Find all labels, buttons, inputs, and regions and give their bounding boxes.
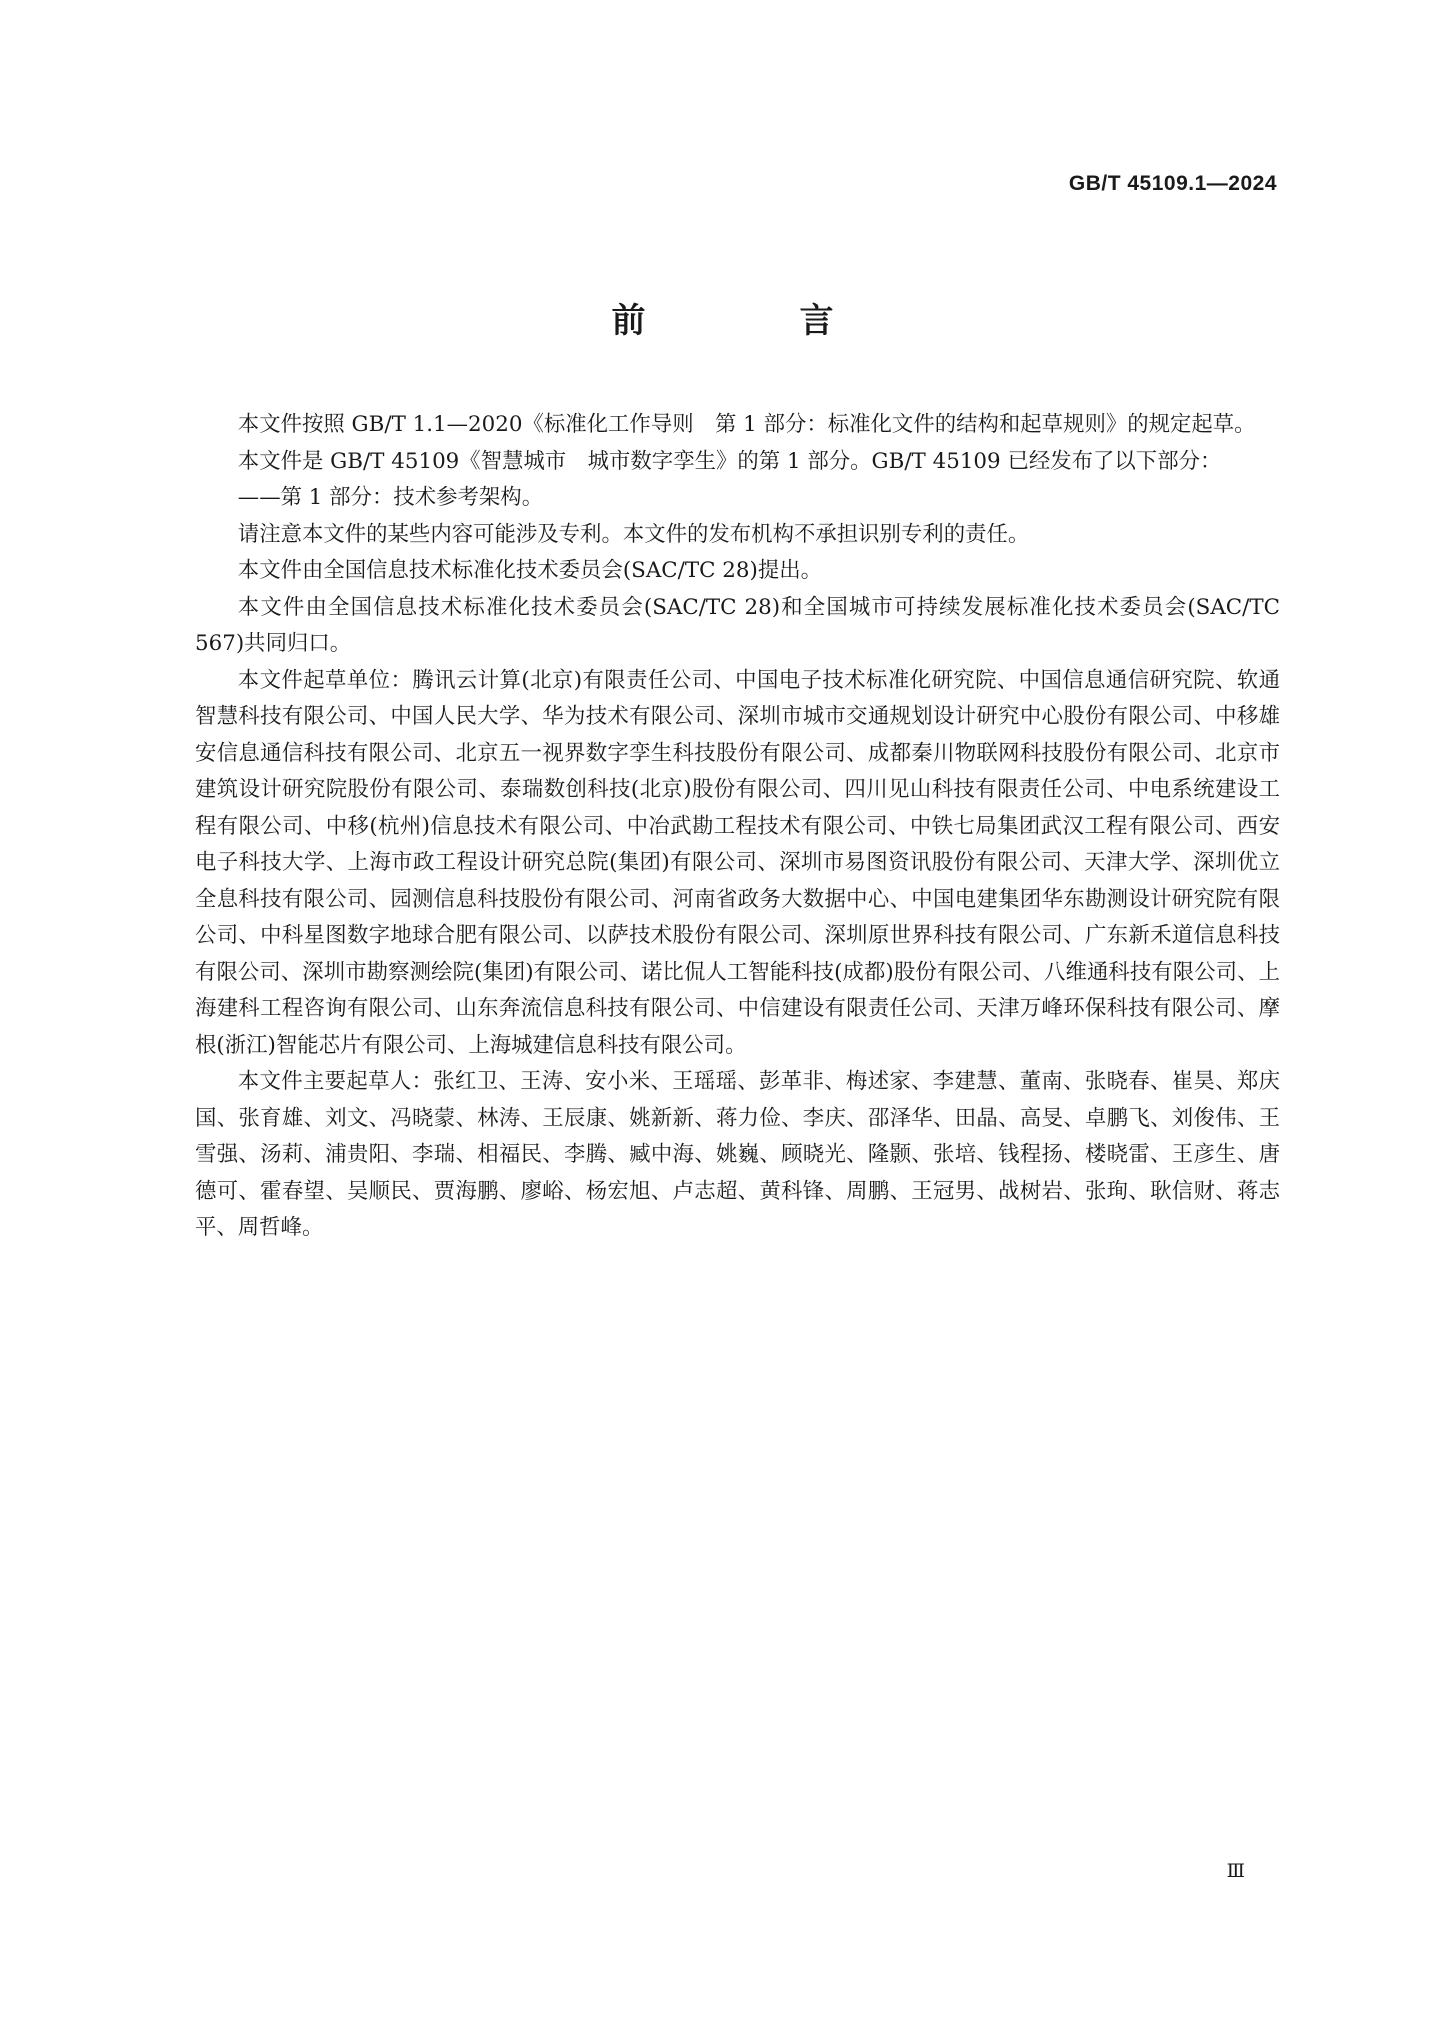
paragraph-proposed-by: 本文件由全国信息技术标准化技术委员会(SAC/TC 28)提出。: [237, 558, 823, 583]
paragraph-drafting-units: 本文件起草单位：腾讯云计算(北京)有限责任公司、中国电子技术标准化研究院、中国信息通信研究院、软通智慧科技有限公司、中国人民大学、华为技术有限公司、深圳市城市交通规划设计研究中心股份有限公司、中移雄安信息通信科技有限公司、北京五一视界数字孪生科技股份有限公司、成都秦川物联网科技股份有限公司、北京市建筑设计研究院股份有限公司、泰瑞数创科技(北京)股份有限公司、四川见山科技有限责任公司、中电系统建设工程有限公司、中移(杭州)信息技术有限公司、中冶武勘工程技术有限公司、中铁七局集团武汉工程有限公司、西安电子科技大学、上海市政工程设计研究总院(集团)有限公司、深圳市易图资讯股份有限公司、天津大学、深圳优立全息科技有限公司、园测信息科技股份有限公司、河南省政务大数据中心、中国电建集团华东勘测设计研究院有限公司、中科星图数字地球合肥有限公司、以萨技术股份有限公司、深圳原世界科技有限公司、广东新禾道信息科技有限公司、深圳市勘察测绘院(集团)有限公司、诺比侃人工智能科技(成都)股份有限公司、八维通科技有限公司、上海建科工程咨询有限公司、山东奔流信息科技有限公司、中信建设有限责任公司、天津万峰环保科技有限公司、摩根(浙江)智能芯片有限公司、上海城建信息科技有限公司。: [195, 667, 1280, 1058]
paragraph-series-part: 本文件是 GB/T 45109《智慧城市 城市数字孪生》的第 1 部分。GB/T 45109 已经发布了以下部分：: [237, 448, 1222, 474]
paragraph-centralized-by: 本文件由全国信息技术标准化技术委员会(SAC/TC 28)和全国城市可持续发展标准化技术委员会(SAC/TC 567)共同归口。: [195, 594, 1280, 656]
paragraph-drafting-rules: 本文件按照 GB/T 1.1—2020《标准化工作导则 第 1 部分：标准化文件的结构和起草规则》的规定起草。: [237, 412, 1256, 437]
paragraph-published-part: ——第 1 部分：技术参考架构。: [237, 485, 544, 510]
paragraph-patent-notice: 请注意本文件的某些内容可能涉及专利。本文件的发布机构不承担识别专利的责任。: [237, 521, 1030, 547]
standard-code: GB/T 45109.1—2024: [1068, 172, 1277, 195]
paragraph-main-drafters: 本文件主要起草人：张红卫、王涛、安小米、王瑶瑶、彭革非、梅述家、李建慧、董南、张晓春、崔昊、郑庆国、张育雄、刘文、冯晓蒙、林涛、王辰康、姚新新、蒋力俭、李庆、邵泽华、田晶、高旻、卓鹏飞、刘俊伟、王雪强、汤莉、浦贵阳、李瑞、相福民、李腾、臧中海、姚巍、顾晓光、隆颢、张培、钱程扬、楼晓雷、王彦生、唐德可、霍春望、吴顺民、贾海鹏、廖峪、杨宏旭、卢志超、黄科锋、周鹏、王冠男、战树岩、张珣、耿信财、蒋志平、周哲峰。: [195, 1069, 1280, 1240]
page-number: Ⅲ: [1226, 1861, 1245, 1882]
foreword-body: [195, 407, 1280, 1247]
page-title: 前 言: [611, 301, 894, 341]
